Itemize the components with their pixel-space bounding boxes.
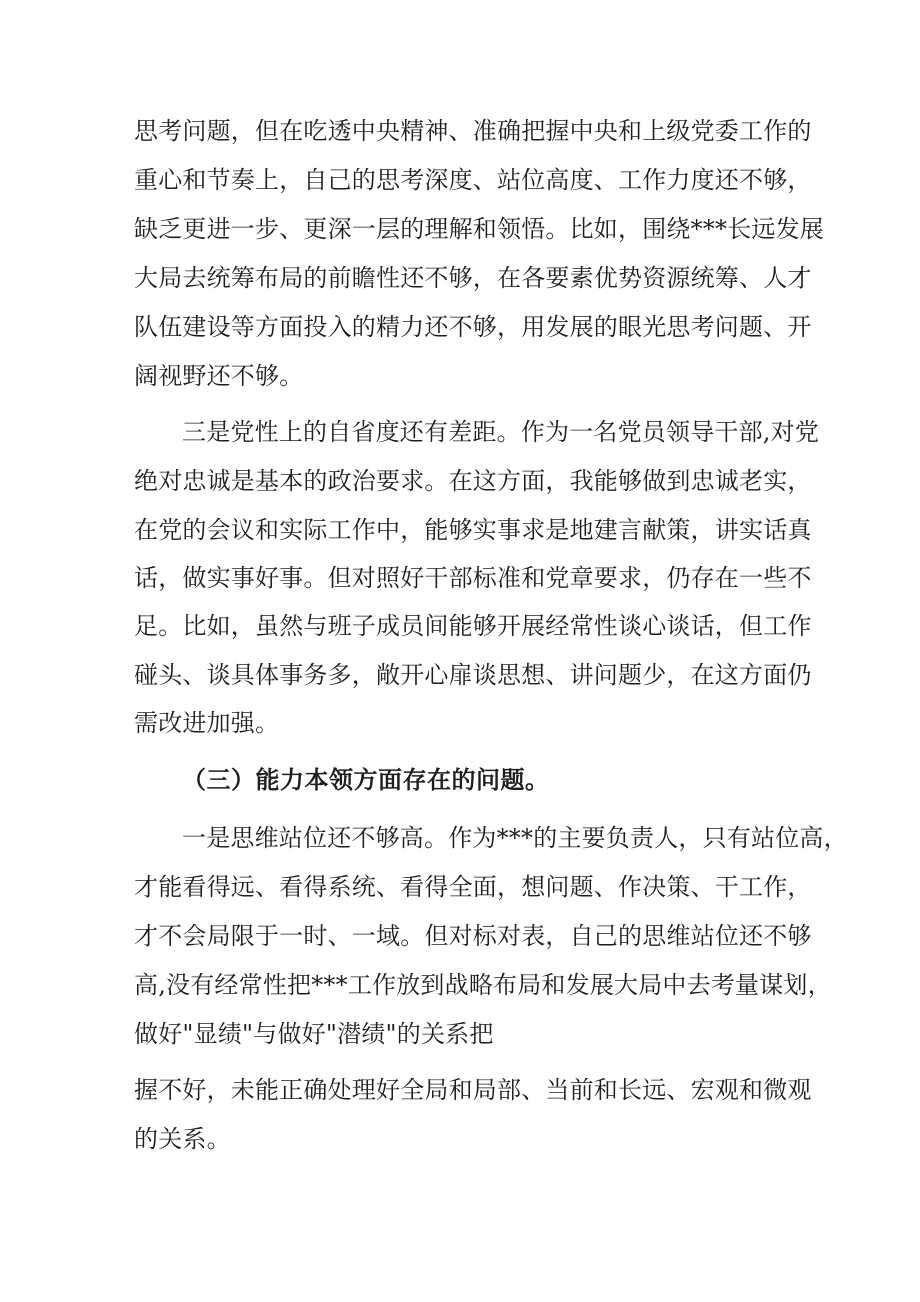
- paragraph-1-line-3: 缺乏更进一步、更深一层的理解和领悟。比如，围绕***长远发展: [134, 215, 824, 243]
- paragraph-2-line-7: 需改进加强。: [134, 709, 280, 737]
- paragraph-3-line-2: 才能看得远、看得系统、看得全面，想问题、作决策、干工作，: [134, 873, 812, 901]
- section-heading: （三）能力本领方面存在的问题。: [182, 766, 550, 794]
- paragraph-1-line-6: 阔视野还不够。: [134, 362, 304, 390]
- paragraph-1-line-4: 大局去统筹布局的前瞻性还不够，在各要素优势资源统筹、人才: [134, 264, 812, 292]
- paragraph-1-line-5: 队伍建设等方面投入的精力还不够，用发展的眼光思考问题、开: [134, 313, 812, 341]
- paragraph-2-line-1: 三是党性上的自省度还有差距。作为一名党员领导干部,对党: [182, 418, 820, 446]
- paragraph-3-line-4: 高,没有经常性把***工作放到战略布局和发展大局中去考量谋划，: [134, 971, 832, 999]
- paragraph-3-line-5: 做好"显绩"与做好"潜绩"的关系把: [134, 1020, 494, 1048]
- paragraph-2-line-6: 碰头、谈具体事务多，敞开心扉谈思想、讲问题少，在这方面仍: [134, 661, 812, 689]
- paragraph-2-line-2: 绝对忠诚是基本的政治要求。在这方面，我能够做到忠诚老实，: [134, 467, 812, 495]
- paragraph-4-line-1: 握不好，未能正确处理好全局和局部、当前和长远、宏观和微观: [134, 1076, 812, 1104]
- paragraph-4-line-2: 的关系。: [134, 1125, 231, 1153]
- paragraph-1-line-2: 重心和节奏上，自己的思考深度、站位高度、工作力度还不够，: [134, 166, 812, 194]
- paragraph-2-line-3: 在党的会议和实际工作中，能够实事求是地建言献策，讲实话真: [134, 516, 812, 544]
- paragraph-3-line-3: 才不会局限于一时、一域。但对标对表，自己的思维站位还不够: [134, 922, 812, 950]
- paragraph-2-line-4: 话，做实事好事。但对照好干部标准和党章要求，仍存在一些不: [134, 564, 812, 592]
- paragraph-1-line-1: 思考问题，但在吃透中央精神、准确把握中央和上级党委工作的: [134, 117, 812, 145]
- paragraph-2-line-5: 足。比如，虽然与班子成员间能够开展经常性谈心谈话，但工作: [134, 612, 812, 640]
- paragraph-3-line-1: 一是思维站位还不够高。作为***的主要负责人，只有站位高，: [182, 824, 848, 852]
